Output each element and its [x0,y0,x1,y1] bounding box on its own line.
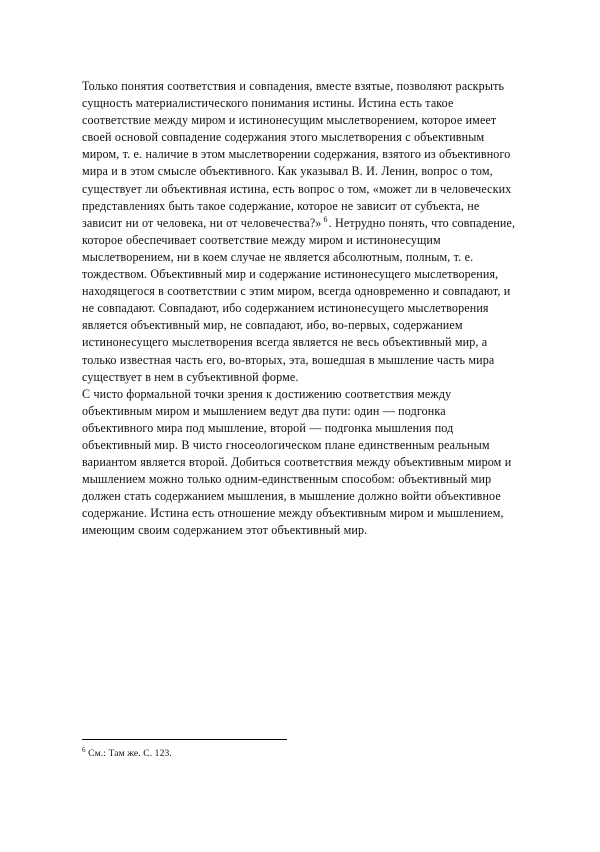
footnote-block [82,739,520,760]
footnote-reference-6[interactable]: 6 [323,214,328,224]
footnote-entry [82,747,520,760]
footnote-marker: 6 [82,745,86,754]
paragraph-1-text-before-footnote: Только понятия соответствия и совпадения, вместе взятые, позволяют раскрыть сущность материалистического понимания истины. Истина есть такое соответствие между миром и истинонесущим мыслетворением, которое имеет своей основой совпадение содержания этого мыслетворения с объективным миром, т. е. наличие в этом мыслетворении содержания, взятого из объективного мира и в этом смысле объективного. Как указывал В. И. Ленин, вопрос о том, существует ли объективная истина, есть вопрос о том, «может ли в человеческих представлениях быть такое содержание, которое не зависит от субъекта, не зависит ни от человека, ни от человечества?» [82,79,512,230]
body-text-block [82,78,520,540]
paragraph-1-text-after-footnote: . Нетрудно понять, что совпадение, которое обеспечивает соответствие между миром и истинонесущим мыслетворением, ни в коем случае не является абсолютным, полным, т. е. тождеством. Объективный мир и содержание истинонесущего мыслетворения, находящегося в соответствии с этим миром, всегда одновременно и совпадают, и не совпадают. Совпадают, ибо содержанием истинонесущего мыслетворения является объективный мир, не совпадают, ибо, во-первых, содержанием истинонесущего мыслетворения всегда является не весь объективный мир, а только известная часть его, во-вторых, эта, вошедшая в мышление часть мира существует в нем в субъективной форме. [82,215,516,384]
footnote-separator-rule [82,739,287,740]
paragraph-2-text: С чисто формальной точки зрения к достижению соответствия между объективным миром и мышлением ведут два пути: один — подгонка объективного мира под мышление, второй — подгонка мышления под объективный мир. В чисто гносеологическом плане единственным реальным вариантом является второй. Добиться соответствия между объективным миром и мышлением можно только одним-единственным способом: объективный мир должен стать содержанием мышления, в мышление должно войти объективное содержание. Истина есть отношение между объективным миром и мышлением, имеющим своим содержанием этот объективный мир. [82,386,512,538]
footnote-text: См.: Там же. С. 123. [88,748,172,759]
paragraph-1 [82,78,520,386]
paragraph-2 [82,386,520,540]
